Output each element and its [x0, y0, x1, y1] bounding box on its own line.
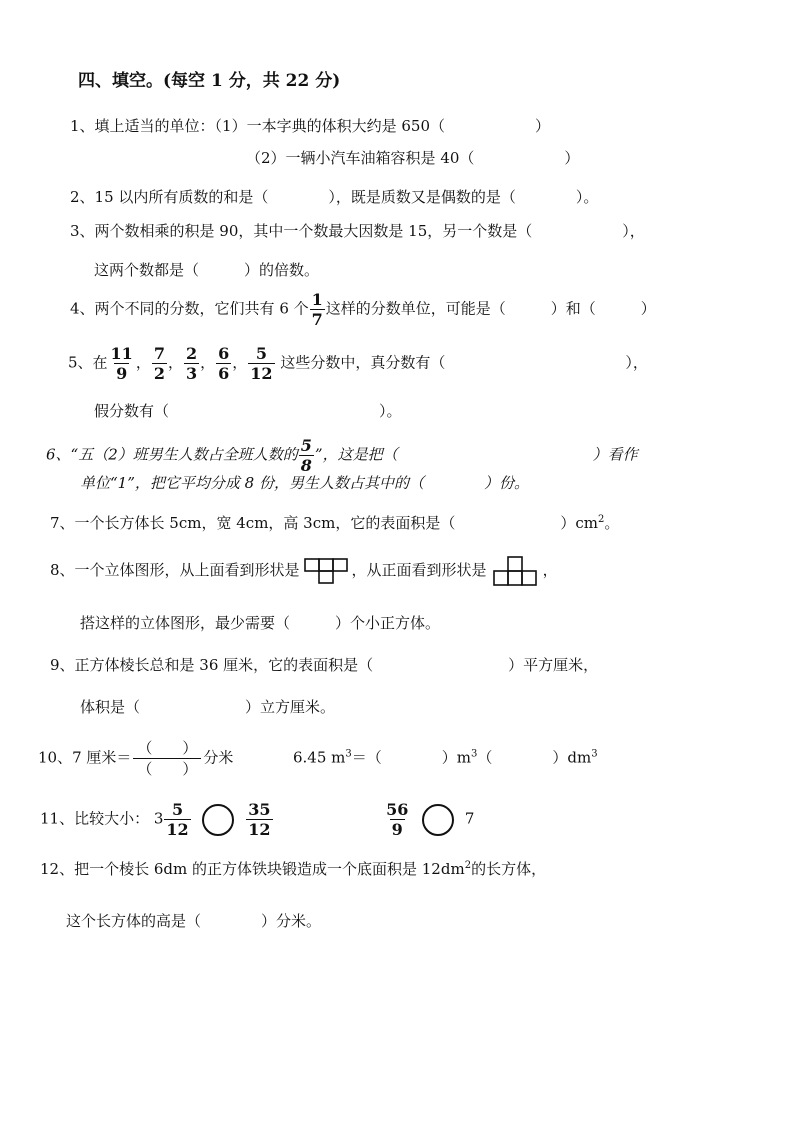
fraction-item [109, 344, 135, 383]
question-12-end: 的长方体， [471, 860, 547, 878]
fraction-denominator: 12 [166, 820, 189, 839]
fraction-denominator: 8 [300, 456, 312, 475]
fraction-item [152, 344, 167, 383]
mixed-number-whole: 3 [153, 809, 164, 828]
fraction-numerator: 7 [153, 344, 165, 363]
compare-number: 7 [464, 809, 475, 828]
top-view-shape-icon [304, 558, 348, 584]
comparison-circle[interactable] [422, 804, 454, 836]
question-12-line-1 [40, 858, 546, 880]
superscript: 3 [591, 748, 598, 760]
question-8-prefix: 8、一个立体图形，从上面看到形状是 [50, 561, 300, 579]
question-8-middle: ，从正面看到形状是 [351, 561, 487, 579]
fraction-denominator: 3 [185, 364, 198, 383]
fraction-denominator: 12 [248, 820, 271, 839]
question-10-part-3: ＝（ ）m [351, 748, 471, 767]
question-7 [50, 512, 619, 534]
question-10-part-2: 6.45 m [293, 748, 346, 767]
fraction-denominator: 6 [218, 364, 230, 383]
question-8-line-1 [50, 556, 558, 586]
superscript: 2 [464, 860, 472, 871]
fraction-five-eighths [299, 436, 314, 475]
fraction-numerator: 35 [248, 800, 271, 819]
fraction-item [216, 344, 231, 383]
comparison-circle[interactable] [202, 804, 234, 836]
question-10 [38, 738, 598, 779]
separator: ， [232, 353, 248, 372]
fraction-numerator: 2 [185, 344, 198, 363]
superscript: 2 [597, 514, 605, 525]
separator: ， [200, 353, 216, 372]
mixed-number-fraction [164, 800, 190, 839]
question-1-line-1: 1、填上适当的单位：（1）一本字典的体积大约是 650（ ） [70, 117, 550, 135]
section-title: 四、填空。(每空 1 分，共 22 分) [78, 71, 341, 91]
fraction-denominator: 9 [391, 820, 403, 839]
fraction-denominator: 9 [116, 364, 128, 383]
blank-numerator: （ ） [137, 739, 198, 757]
fraction-numerator: 5 [171, 800, 184, 819]
question-6-line-2: 单位“1”，把它平均分成 8 份，男生人数占其中的（ ）份。 [80, 474, 529, 492]
question-5-prefix: 5、在 [68, 353, 108, 372]
question-11 [40, 800, 474, 839]
question-12-line-2: 这个长方体的高是（ ）分米。 [66, 912, 322, 930]
question-7-end: 。 [604, 514, 620, 532]
separator: ， [167, 353, 183, 372]
question-5-suffix: 这些分数中，真分数有（ ）， [280, 353, 648, 372]
fraction-item [248, 344, 274, 383]
fraction-numerator: 11 [110, 344, 133, 363]
fraction-numerator: 1 [311, 290, 323, 309]
superscript: 3 [345, 748, 352, 760]
question-10-part-4: （ ）dm [477, 748, 592, 767]
front-view-shape-icon [491, 556, 539, 586]
question-4-suffix: 这样的分数单位，可能是（ ）和（ ） [325, 299, 656, 318]
fraction-denominator: 7 [311, 310, 323, 329]
fraction-numerator: 6 [218, 344, 230, 363]
fraction-one-seventh [310, 290, 325, 329]
question-4-prefix: 4、两个不同的分数，它们共有 6 个 [70, 299, 309, 318]
fraction-numerator: 56 [386, 800, 409, 819]
fraction-denominator: 2 [153, 364, 165, 383]
question-6-prefix: 6、“五（2）班男生人数占全班人数的 [46, 445, 298, 464]
blank-denominator: （ ） [133, 758, 201, 779]
question-2: 2、15 以内所有质数的和是（ ），既是质数又是偶数的是（ ）。 [70, 188, 599, 206]
blank-fraction [133, 738, 201, 779]
superscript: 3 [471, 748, 478, 760]
question-5-line-1 [68, 344, 648, 383]
question-3-line-1: 3、两个数相乘的积是 90，其中一个数最大因数是 15，另一个数是（ ）， [70, 222, 645, 240]
question-9-line-2: 体积是（ ）立方厘米。 [80, 698, 336, 716]
question-4 [70, 290, 656, 329]
unit-decimeter: 分米 [203, 748, 234, 767]
question-5-line-2: 假分数有（ ）。 [94, 402, 402, 420]
fraction-numerator: 5 [300, 436, 312, 455]
question-7-text: 7、一个长方体长 5cm，宽 4cm，高 3cm，它的表面积是（ ）cm [50, 514, 598, 532]
fraction-item [246, 800, 272, 839]
question-3-line-2: 这两个数都是（ ）的倍数。 [94, 261, 320, 279]
question-1-line-2: （2）一辆小汽车油箱容积是 40（ ） [246, 149, 580, 167]
fraction-denominator: 12 [250, 364, 273, 383]
fraction-numerator: 5 [255, 344, 267, 363]
separator: ， [135, 353, 151, 372]
question-10-prefix: 10、7 厘米＝ [38, 748, 132, 767]
question-12-text: 12、把一个棱长 6dm 的正方体铁块锻造成一个底面积是 12dm [40, 860, 465, 878]
question-9-line-1: 9、正方体棱长总和是 36 厘米，它的表面积是（ ）平方厘米， [50, 656, 599, 674]
question-8-line-2: 搭这样的立体图形，最少需要（ ）个小正方体。 [80, 614, 441, 632]
question-11-prefix: 11、比较大小： [40, 809, 150, 828]
fraction-item [384, 800, 410, 839]
question-6-line-1 [46, 436, 638, 475]
question-6-suffix: ”，这是把（ ）看作 [314, 445, 638, 464]
fraction-item [184, 344, 199, 383]
question-8-end: ， [542, 561, 558, 579]
